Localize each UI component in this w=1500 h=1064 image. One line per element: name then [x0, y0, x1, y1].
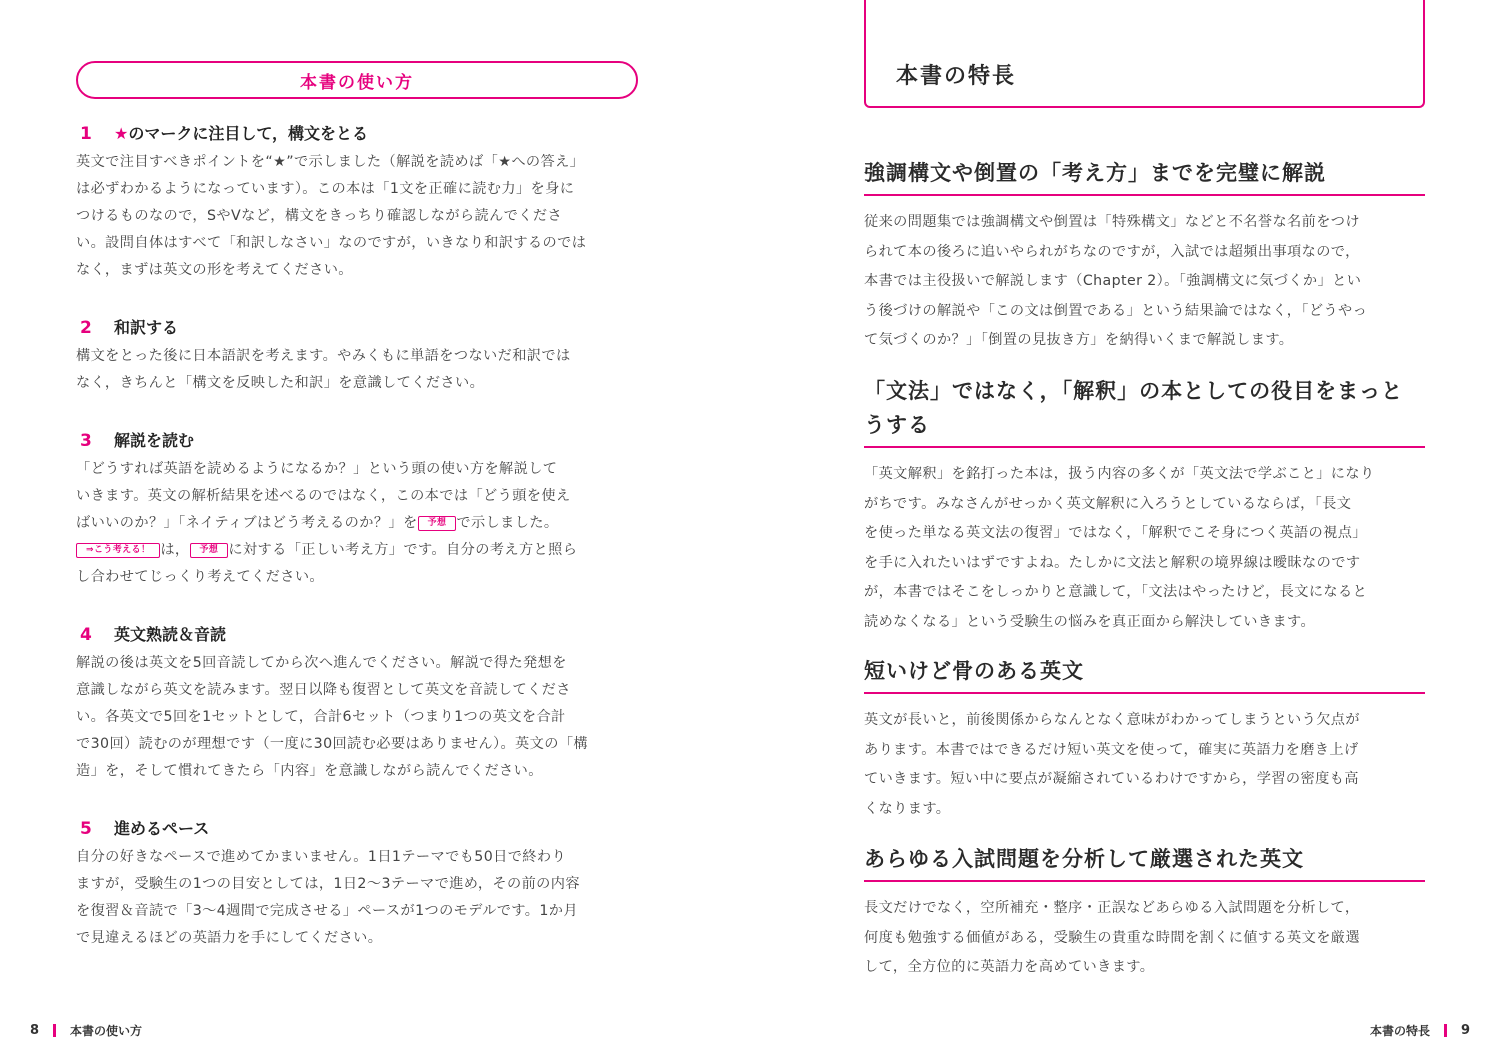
step-title: ★のマークに注目して，構文をとる	[114, 124, 369, 143]
right-page	[750, 0, 1500, 1064]
step-title: 進めるペース	[114, 819, 210, 838]
yoso-tag: 予想	[190, 543, 229, 558]
feature-section-3	[864, 654, 1425, 824]
step-1	[76, 121, 638, 284]
section-heading: 短いけど骨のある英文	[864, 654, 1425, 694]
section-body: 長文だけでなく，空所補充・整序・正誤などあらゆる入試問題を分析して， 何度も勉強する価値がある，受験生の貴重な時間を割くに値する英文を厳選 して，全方位的に英語力を高めていきます。	[864, 900, 1360, 975]
footer-divider	[1444, 1024, 1447, 1037]
right-footer	[1370, 1022, 1470, 1039]
step-number: 4	[80, 625, 92, 645]
star-icon: ★	[114, 124, 129, 143]
step-body: 構文をとった後に日本語訳を考えます。やみくもに単語をつないだ和訳では なく，きちんと「構文を反映した和訳」を意識してください。	[76, 348, 571, 391]
page-title-pill	[76, 61, 638, 99]
feature-title: 本書の特長	[896, 64, 1017, 89]
step-number: 2	[80, 318, 92, 338]
footer-label: 本書の使い方	[70, 1024, 143, 1038]
step-number: 1	[80, 124, 92, 144]
section-body: 英文が長いと，前後関係からなんとなく意味がわかってしまうという欠点が あります。本書ではできるだけ短い英文を使って，確実に英語力を磨き上げ ていきます。短い中に要点が凝縮されているわけですから，学習の密度も高 くなります。	[864, 712, 1360, 817]
feature-section-4	[864, 842, 1425, 983]
step-number: 3	[80, 431, 92, 451]
feature-title-box	[864, 0, 1425, 108]
left-footer	[30, 1022, 142, 1039]
footer-divider	[53, 1024, 56, 1037]
step-3	[76, 428, 638, 591]
step-title: 解説を読む	[114, 431, 195, 450]
section-heading: 強調構文や倒置の「考え方」までを完璧に解説	[864, 156, 1425, 196]
feature-section-2	[864, 374, 1425, 637]
step-body: 英文で注目すべきポイントを“★”で示しました（解説を読めば「★への答え」 は必ずわかるようになっています）。この本は「1文を正確に読む力」を身に つけるものなので，SやVなど，構文をきっちり確認しながら読んでくださ い。設問自体はすべて「和訳しなさい」なのですが，いきなり和訳するのでは なく，まずは英文の形を考えてください。	[76, 154, 587, 278]
footer-label: 本書の特長	[1369, 1024, 1430, 1038]
step-title: 和訳する	[114, 318, 179, 337]
feature-section-1	[864, 156, 1425, 356]
step-body: 自分の好きなペースで進めてかまいません。1日1テーマでも50日で終わり ますが，受験生の1つの目安としては，1日2〜3テーマで進め，その前の内容 を復習＆音読で「3〜4週間で完成させる」ペースが1つのモデルです。1か月 で見違えるほどの英語力を手にしてください。	[76, 849, 580, 946]
kou-kangaeru-tag: ⇒こう考える！	[76, 543, 160, 558]
step-4	[76, 622, 638, 785]
step-5	[76, 816, 638, 952]
page-title: 本書の使い方	[300, 72, 414, 93]
yoso-tag: 予想	[418, 516, 457, 531]
section-heading: あらゆる入試問題を分析して厳選された英文	[864, 842, 1425, 882]
step-title: 英文熟読＆音読	[114, 625, 227, 644]
step-number: 5	[80, 819, 92, 839]
section-heading: 「文法」ではなく，「解釈」の本としての役目をまっと うする	[864, 374, 1425, 448]
page-number: 8	[30, 1023, 40, 1038]
section-body: 「英文解釈」を銘打った本は，扱う内容の多くが「英文法で学ぶこと」になり がちです。みなさんがせっかく英文解釈に入ろうとしているならば，「長文 を使った単なる英文法の復習」ではなく，「解釈でこそ身につく英語の視点」 を手に入れたいはずですよね。たしかに文法と解釈の境界線は曖昧なのです が，本書ではそこをしっかりと意識して，「文法はやったけど，長文になると 読めなくなる」という受験生の悩みを真正面から解決していきます。	[864, 466, 1375, 630]
page-number: 9	[1460, 1023, 1470, 1038]
step-2	[76, 315, 638, 397]
step-body: 解説の後は英文を5回音読してから次へ進んでください。解説で得た発想を 意識しながら英文を読みます。翌日以降も復習として英文を音読してくださ い。各英文で5回を1セットとして，合計6セット（つまり1つの英文を合計 で30回）読むのが理想です（一度に30回読む必要はありません）。英文の「構 造」を，そして慣れてきたら「内容」を意識しながら読んでください。	[76, 655, 588, 779]
step-body: 「どうすれば英語を読めるようになるか？」という頭の使い方を解説して いきます。英文の解析結果を述べるのではなく，この本では「どう頭を使え ばいいのか？」「ネイティブはどう考えるのか？」を 予想 で示しました。 ⇒こう考える！ は， 予想 に対する「正しい考え方」です。自分の考え方と照ら し合わせてじっくり考えてください。	[76, 461, 578, 585]
section-body: 従来の問題集では強調構文や倒置は「特殊構文」などと不名誉な名前をつけ られて本の後ろに追いやられがちなのですが，入試では超頻出事項なので， 本書では主役扱いで解説します（Chapter 2）。「強調構文に気づくか」とい う後づけの解説や「この文は倒置である」という結果論ではなく，「どうやっ て気づくのか？」「倒置の見抜き方」を納得いくまで解説します。	[864, 214, 1368, 348]
